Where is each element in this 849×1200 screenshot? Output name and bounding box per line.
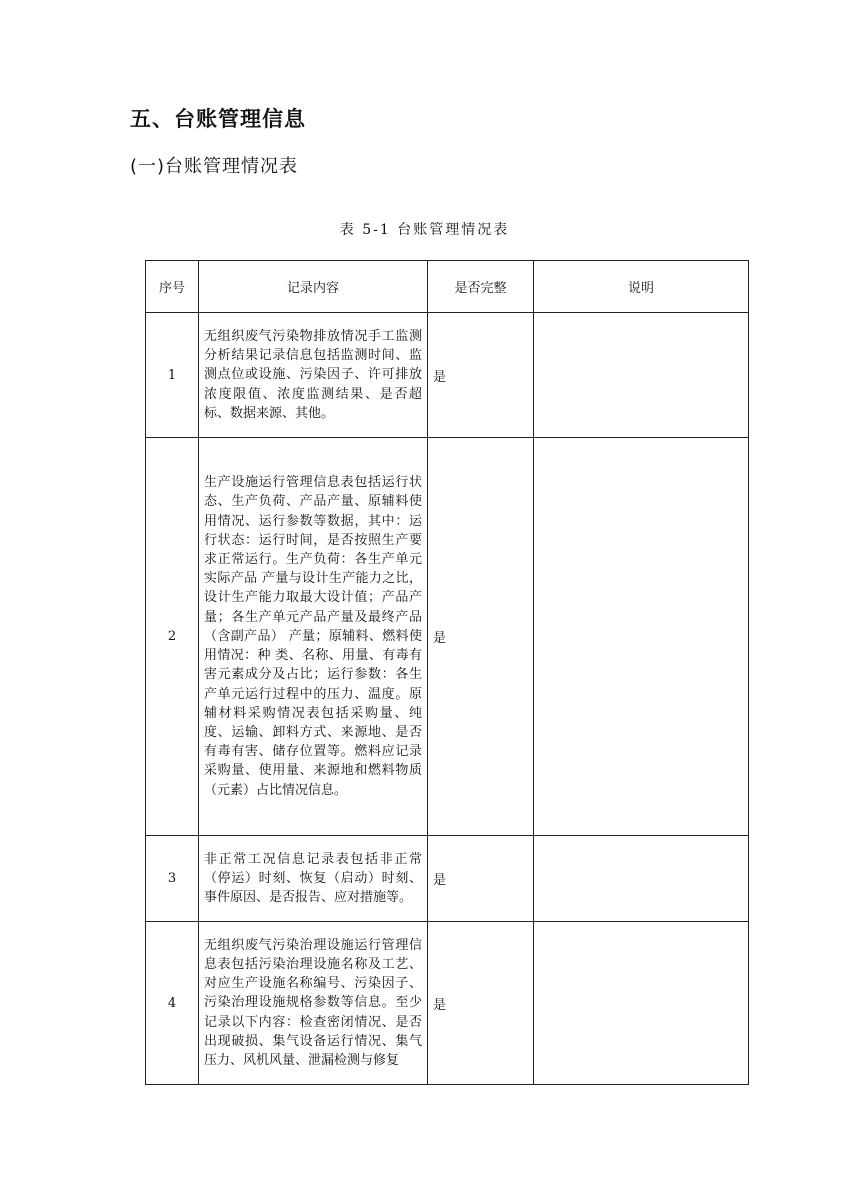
header-note: 说明 — [534, 261, 749, 313]
header-complete: 是否完整 — [428, 261, 534, 313]
row-note — [534, 438, 749, 836]
row-note — [534, 836, 749, 922]
row-seq: 2 — [146, 438, 199, 836]
row-content: 无组织废气污染治理设施运行管理信息表包括污染治理设施名称及工艺、对应生产设施名称编号、污染因子、污染治理设施规格参数等信息。至少记录以下内容：检查密闭情况、是否出现破损、集气设备运行情况、集气压力、风机风量、泄漏检测与修复 — [199, 922, 428, 1085]
row-note — [534, 313, 749, 438]
row-content: 无组织废气污染物排放情况手工监测分析结果记录信息包括监测时间、监测点位或设施、污染因子、许可排放浓度限值、浓度监测结果、是否超标、数据来源、其他。 — [199, 313, 428, 438]
table-header-row — [146, 261, 749, 313]
header-content: 记录内容 — [199, 261, 428, 313]
table-row — [146, 313, 749, 438]
table-row — [146, 836, 749, 922]
row-seq: 1 — [146, 313, 199, 438]
row-seq: 4 — [146, 922, 199, 1085]
subsection-title: (一)台账管理情况表 — [130, 156, 299, 177]
section-title: 五、台账管理信息 — [130, 107, 306, 131]
row-seq: 3 — [146, 836, 199, 922]
row-complete: 是 — [428, 836, 534, 922]
header-seq: 序号 — [146, 261, 199, 313]
row-complete: 是 — [428, 438, 534, 836]
table-row — [146, 438, 749, 836]
row-content: 非正常工况信息记录表包括非正常（停运）时刻、恢复（启动）时刻、事件原因、是否报告、应对措施等。 — [199, 836, 428, 922]
table-caption: 表 5-1 台账管理情况表 — [339, 222, 510, 238]
row-content: 生产设施运行管理信息表包括运行状态、生产负荷、产品产量、原辅料使用情况、运行参数等数据，其中：运行状态：运行时间，是否按照生产要求正常运行。生产负荷：各生产单元实际产品 产量与设计生产能力之比，设计生产能力取最大设计值；产品产量；各生产单元产品产量及最终产品（含副产品） 产量；原辅料、燃料使用情况：种 类、名称、用量、有毒有害元素成分及占比；运行参数：各生产单元运行过程中的压力、温度。原辅材料采购情况表包括采购量、纯度、运输、卸料方式、来源地、是否有毒有害、储存位置等。燃料应记录采购量、使用量、来源地和燃料物质（元素）占比情况信息。 — [199, 438, 428, 836]
table-row — [146, 922, 749, 1085]
row-note — [534, 922, 749, 1085]
ledger-table — [145, 260, 749, 1085]
row-complete: 是 — [428, 313, 534, 438]
row-complete: 是 — [428, 922, 534, 1085]
